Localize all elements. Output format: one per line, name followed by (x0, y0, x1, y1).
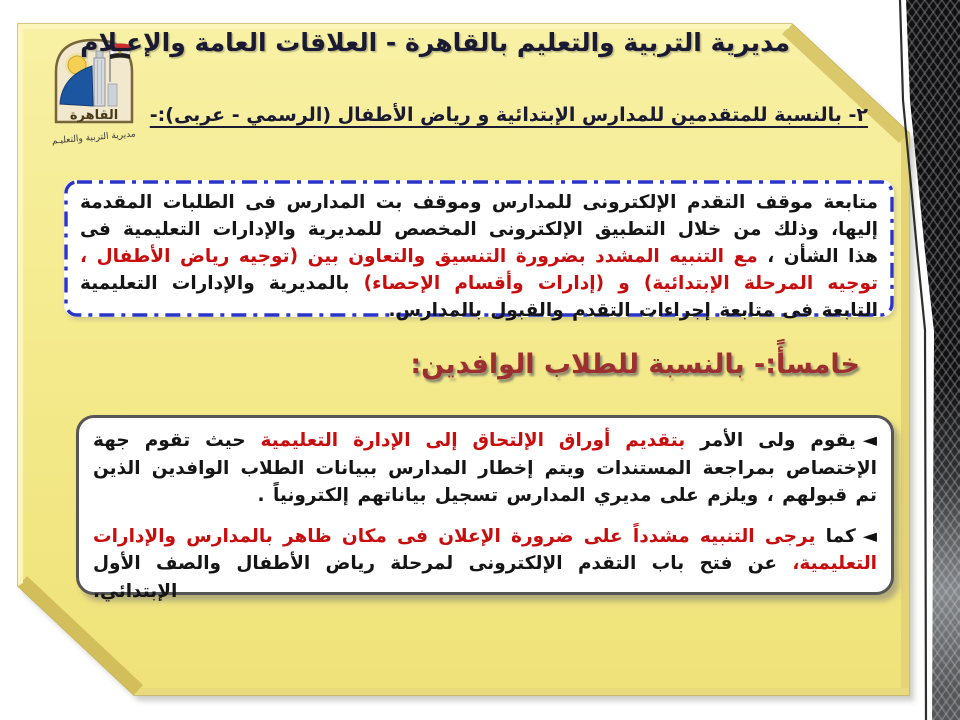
notice-box (64, 180, 894, 321)
bullets-box (76, 415, 894, 602)
bullet-marker-icon: ◄ (862, 525, 877, 547)
page-title: مديرية التربية والتعليم بالقاهرة - العلاقات العامة والإعـلام (80, 28, 790, 57)
highlight-left (18, 24, 23, 586)
subtitle: ٢- بالنسبة للمتقدمين للمدارس الإبتدائية و رياض الأطفال (الرسمي - عربى):- (149, 104, 868, 126)
bullet-marker-icon: ◄ (862, 430, 877, 451)
bevel-bottom (134, 688, 909, 695)
bullet-1-text: يقوم ولى الأمر بتقديم أوراق الإلتحاق إلى الإدارة التعليمية حيث تقوم جهة الإختصاص بمراجعة المستندات ويتم إخطار المدارس ببيانات الطلاب الوافدين الذين تم قبولهم ، ويلزم على مديري المدارس تسجيل بياناتهم إلكترونياً . (93, 430, 877, 506)
bullet-paragraph-2 (93, 523, 877, 606)
bevel-right (901, 133, 909, 695)
cairo-tower-icon (94, 58, 105, 106)
bullet-2-text: كما يرجى التنبيه مشدداً على ضرورة الإعلان فى مكان ظاهر بالمدارس والإدارات التعليمية، عن فتح باب التقدم الإلكترونى لمرحلة رياض الأطفال والصف الأول الإبتدائي. (93, 525, 877, 602)
notice-text: متابعة موقف التقدم الإلكترونى للمدارس وموقف بت المدارس فى الطلبات المقدمة إليها، وذلك من خلال التطبيق الإلكترونى المخصص للمديرية والإدارات التعليمية فى هذا الشأن ، مع التنبيه المشدد بضرورة التنسيق والتعاون بين (توجيه رياض الأطفال ، توجيه المرحلة الإبتدائية) و (إدارات وأقسام الإحصاء) بالمديرية والإدارات التعليمية التابعة فى متابعة إجراءات التقدم والقبول بالمدارس. (80, 192, 878, 321)
section-heading: خامسأً:- بالنسبة للطلاب الوافدين: (410, 349, 860, 380)
bullet-paragraph-1 (93, 427, 877, 510)
building-icon (108, 84, 117, 106)
logo-city-label: القاهرة (69, 108, 119, 123)
logo-caption: مديرية التربية والتعليـم (51, 129, 137, 147)
